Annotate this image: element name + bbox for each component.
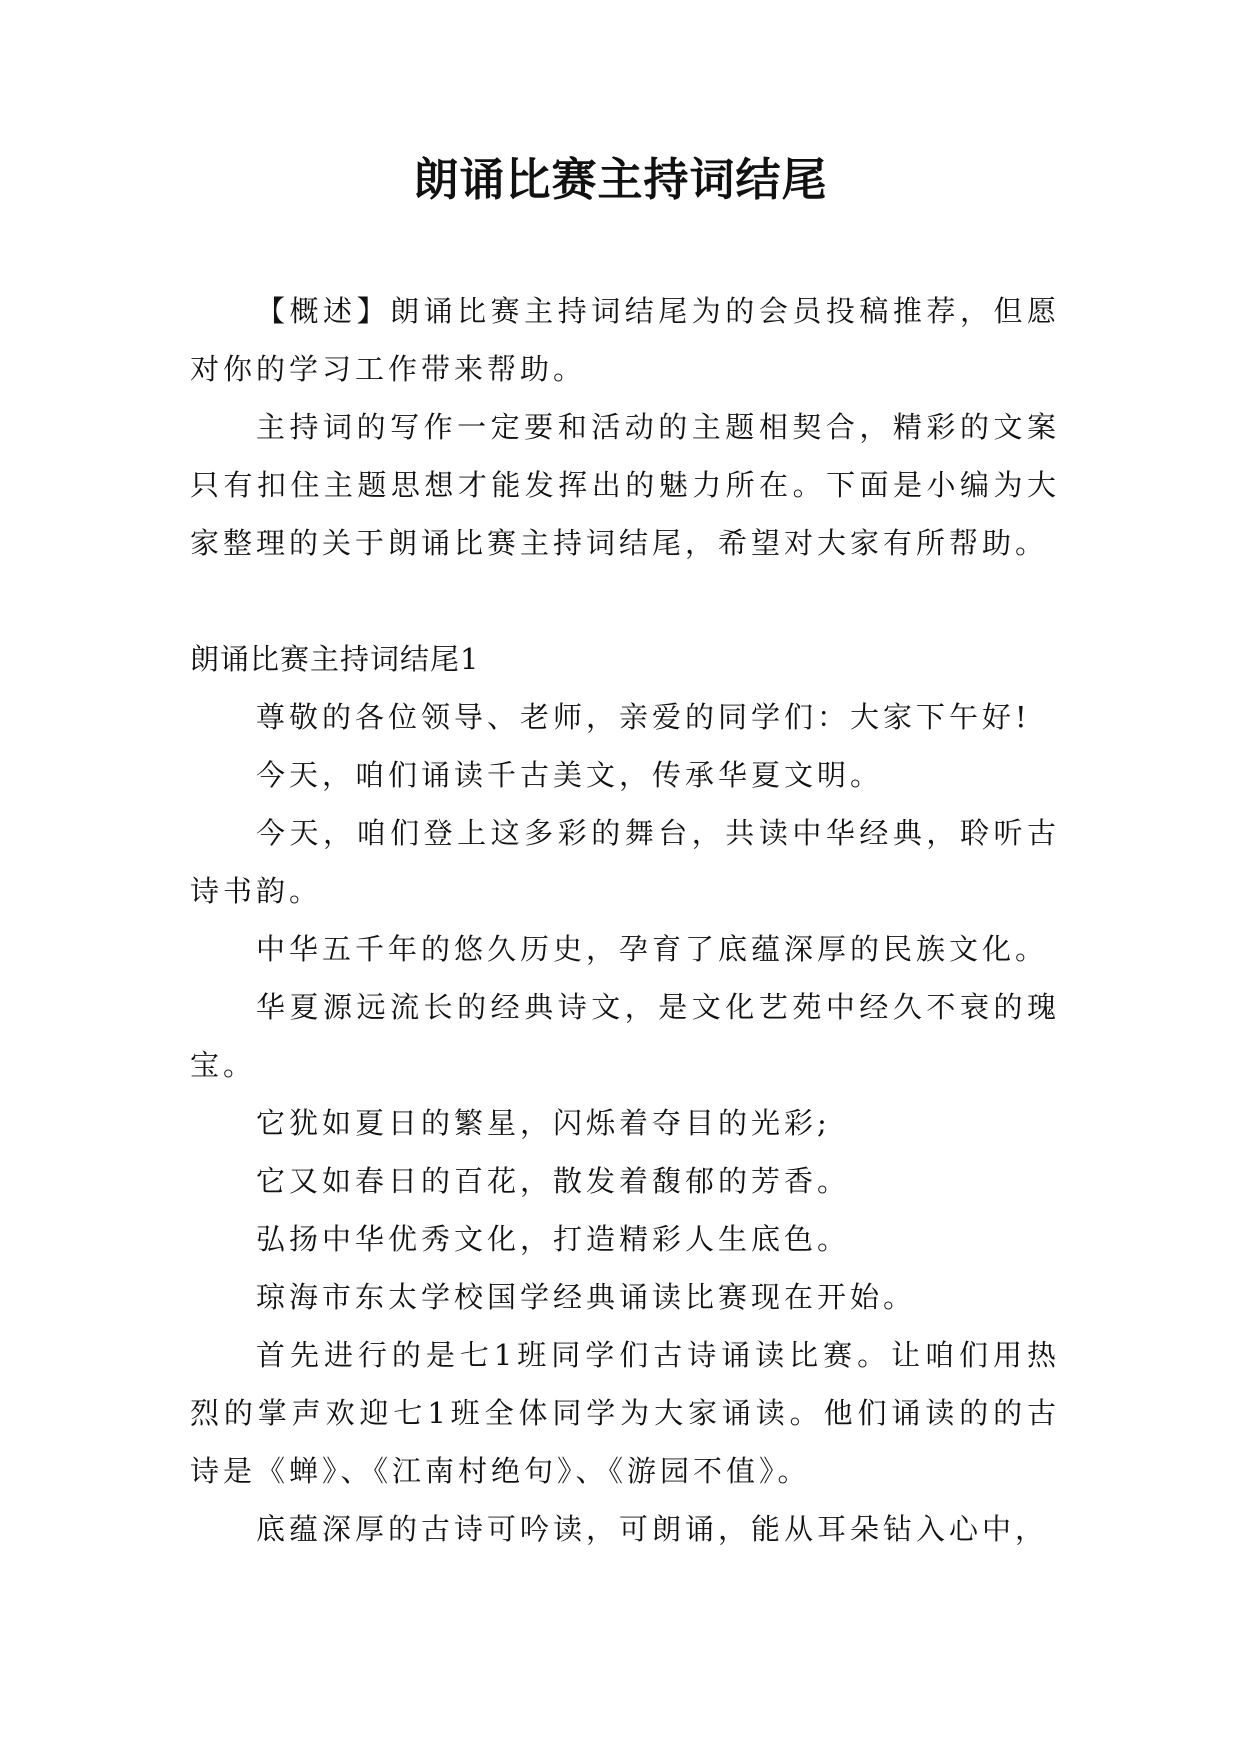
body-paragraph: 它又如春日的百花，散发着馥郁的芳香。 — [256, 1164, 851, 1198]
section-heading: 朗诵比赛主持词结尾1 — [190, 642, 480, 676]
document-title: 朗诵比赛主持词结尾 — [413, 153, 828, 206]
body-paragraph: 底蕴深厚的古诗可吟读，可朗诵，能从耳朵钻入心中， — [256, 1512, 1049, 1546]
body-paragraph: 华夏源远流长的经典诗文，是文化艺苑中经久不衰的瑰宝。 — [190, 990, 1060, 1082]
body-paragraph: 今天，咱们诵读千古美文，传承华夏文明。 — [256, 758, 884, 792]
body-paragraph: 琼海市东太学校国学经典诵读比赛现在开始。 — [256, 1280, 917, 1314]
summary-paragraph: 【概述】朗诵比赛主持词结尾为的会员投稿推荐，但愿对你的学习工作带来帮助。 — [190, 294, 1060, 386]
paragraph-gap — [190, 572, 1060, 630]
body-paragraph: 弘扬中华优秀文化，打造精彩人生底色。 — [256, 1222, 851, 1256]
body-paragraph: 它犹如夏日的繁星，闪烁着夺目的光彩; — [256, 1106, 831, 1140]
body-paragraph: 首先进行的是七1班同学们古诗诵读比赛。让咱们用热烈的掌声欢迎七1班全体同学为大家诵读。他们诵读的的古诗是《蝉》、《江南村绝句》、《游园不值》。 — [190, 1338, 1060, 1488]
body-paragraph: 中华五千年的悠久历史，孕育了底蕴深厚的民族文化。 — [256, 932, 1049, 966]
document-body — [190, 282, 1060, 1558]
body-paragraph: 尊敬的各位领导、老师，亲爱的同学们：大家下午好! — [256, 700, 1031, 734]
intro-paragraph: 主持词的写作一定要和活动的主题相契合，精彩的文案只有扣住主题思想才能发挥出的魅力所在。下面是小编为大家整理的关于朗诵比赛主持词结尾，希望对大家有所帮助。 — [190, 410, 1060, 560]
body-paragraph: 今天，咱们登上这多彩的舞台，共读中华经典，聆听古诗书韵。 — [190, 816, 1060, 908]
